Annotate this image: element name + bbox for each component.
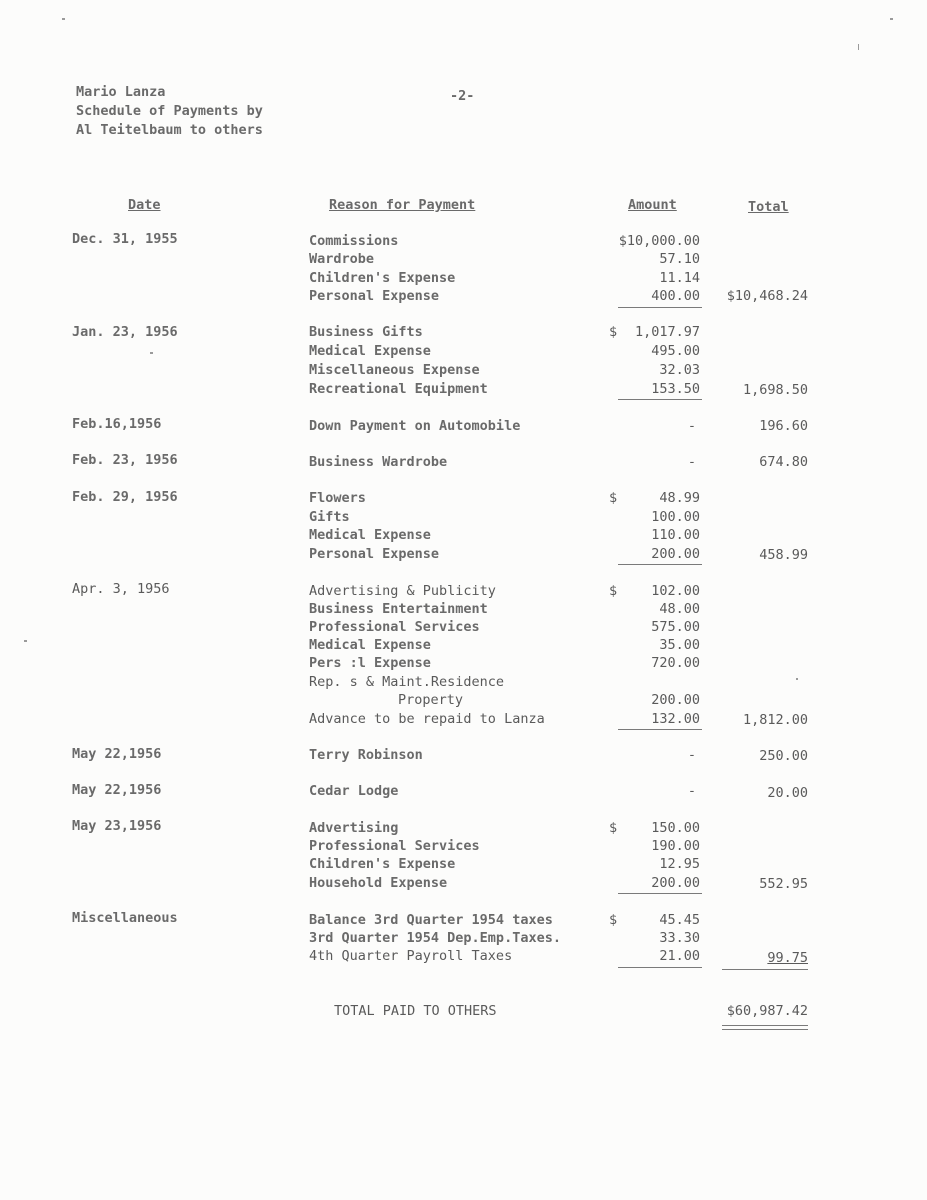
entry-amount: 45.45: [659, 912, 700, 928]
entry-total: 552.95: [759, 876, 808, 892]
entry-reason: Business Entertainment: [309, 601, 488, 617]
total-rule: [722, 969, 808, 970]
entry-amount: 190.00: [651, 838, 700, 854]
entry-amount: 57.10: [659, 251, 700, 267]
entry-reason: Medical Expense: [309, 343, 431, 359]
entry-total: 674.80: [759, 454, 808, 470]
entry-amount: 132.00: [651, 711, 700, 727]
entry-reason: Medical Expense: [309, 637, 431, 653]
entry-total: 20.00: [767, 785, 808, 801]
entry-reason: Commissions: [309, 233, 399, 249]
entry-amount: 100.00: [651, 509, 700, 525]
entry-reason: Rep. s & Maint.Residence: [309, 674, 505, 690]
entry-amount: -: [687, 747, 696, 763]
entry-reason: Advertising: [309, 820, 399, 836]
entry-amount: 102.00: [651, 583, 700, 599]
entry-amount: 495.00: [651, 343, 700, 359]
subtotal-rule: [618, 893, 702, 894]
entry-amount: 48.00: [659, 601, 700, 617]
entry-reason: Recreational Equipment: [309, 381, 488, 397]
entry-reason: Personal Expense: [309, 546, 440, 562]
entry-amount: 48.99: [659, 490, 700, 506]
entry-amount: $10,000.00: [618, 233, 700, 249]
column-header-date: Date: [128, 197, 161, 213]
entry-total: 458.99: [759, 547, 808, 563]
paper-speck: [24, 640, 27, 642]
entry-amount: 153.50: [651, 381, 700, 397]
entry-reason: Advertising & Publicity: [309, 583, 496, 599]
entry-reason: Personal Expense: [309, 288, 440, 304]
entry-amount: 200.00: [651, 546, 700, 562]
page-number: -2-: [450, 88, 475, 104]
entry-reason: Business Wardrobe: [309, 454, 448, 470]
entry-date: Feb. 29, 1956: [72, 489, 178, 505]
entry-reason: Children's Expense: [309, 856, 456, 872]
paper-speck: [150, 352, 153, 354]
entry-date: May 22,1956: [72, 782, 162, 798]
entry-reason: Advance to be repaid to Lanza: [309, 711, 545, 727]
entry-total: $10,468.24: [726, 288, 808, 304]
entry-date: Jan. 23, 1956: [72, 324, 178, 340]
entry-amount: 200.00: [651, 692, 700, 708]
entry-amount: 150.00: [651, 820, 700, 836]
entry-reason: 4th Quarter Payroll Taxes: [309, 948, 513, 964]
entry-date: Dec. 31, 1955: [72, 231, 178, 247]
entry-total: 250.00: [759, 748, 808, 764]
entry-amount: 110.00: [651, 527, 700, 543]
entry-amount: -: [687, 418, 696, 434]
header-schedule-subtitle: Al Teitelbaum to others: [76, 122, 263, 138]
dollar-sign: $: [609, 324, 618, 340]
entry-reason: Children's Expense: [309, 270, 456, 286]
header-schedule-title: Schedule of Payments by: [76, 103, 263, 119]
entry-amount: 200.00: [651, 875, 700, 891]
entry-reason-continued: Property: [398, 692, 464, 708]
entry-date: May 23,1956: [72, 818, 162, 834]
entry-reason: Flowers: [309, 490, 366, 506]
column-header-total: Total: [748, 199, 789, 215]
entry-date: Miscellaneous: [72, 910, 178, 926]
entry-amount: 400.00: [651, 288, 700, 304]
subtotal-rule: [618, 307, 702, 308]
entry-reason: Business Gifts: [309, 324, 423, 340]
entry-reason: Professional Services: [309, 619, 480, 635]
grand-total-double-rule-bottom: [722, 1029, 808, 1030]
dollar-sign: $: [609, 912, 618, 928]
entry-amount: 575.00: [651, 619, 700, 635]
entry-reason: 3rd Quarter 1954 Dep.Emp.Taxes.: [309, 930, 561, 946]
entry-date: Feb. 23, 1956: [72, 452, 178, 468]
entry-amount: -: [687, 783, 696, 799]
entry-date: May 22,1956: [72, 746, 162, 762]
dollar-sign: $: [609, 820, 618, 836]
column-header-reason: Reason for Payment: [329, 197, 476, 213]
entry-reason: Cedar Lodge: [309, 783, 399, 799]
entry-total: 1,812.00: [742, 712, 808, 728]
grand-total-value: $60,987.42: [726, 1003, 808, 1019]
subtotal-rule: [618, 729, 702, 730]
entry-total: 99.75: [767, 950, 808, 966]
entry-reason: Miscellaneous Expense: [309, 362, 480, 378]
entry-total: 196.60: [759, 418, 808, 434]
column-header-amount: Amount: [628, 197, 677, 213]
entry-amount: 1,017.97: [634, 324, 700, 340]
grand-total-double-rule-top: [722, 1025, 808, 1026]
entry-reason: Gifts: [309, 509, 350, 525]
subtotal-rule: [618, 399, 702, 400]
entry-reason: Terry Robinson: [309, 747, 423, 763]
entry-amount: 33.30: [659, 930, 700, 946]
paper-speck: [890, 18, 893, 20]
subtotal-rule: [618, 967, 702, 968]
entry-reason: Household Expense: [309, 875, 448, 891]
entry-date: Feb.16,1956: [72, 416, 162, 432]
entry-amount: 11.14: [659, 270, 700, 286]
entry-reason: Down Payment on Automobile: [309, 418, 521, 434]
entry-total: 1,698.50: [742, 382, 808, 398]
entry-date: Apr. 3, 1956: [72, 581, 170, 597]
entry-amount: 35.00: [659, 637, 700, 653]
entry-amount: 720.00: [651, 655, 700, 671]
entry-reason: Professional Services: [309, 838, 480, 854]
entry-amount: 21.00: [659, 948, 700, 964]
entry-amount: -: [687, 454, 696, 470]
header-name: Mario Lanza: [76, 84, 166, 100]
paper-speck: [796, 678, 798, 680]
entry-amount: 32.03: [659, 362, 700, 378]
paper-speck: [62, 18, 65, 20]
grand-total-label: TOTAL PAID TO OTHERS: [334, 1003, 497, 1019]
dollar-sign: $: [609, 583, 618, 599]
subtotal-rule: [618, 564, 702, 565]
entry-amount: 12.95: [659, 856, 700, 872]
paper-speck: [858, 44, 859, 50]
entry-reason: Wardrobe: [309, 251, 375, 267]
entry-reason: Balance 3rd Quarter 1954 taxes: [309, 912, 553, 928]
entry-reason: Pers :l Expense: [309, 655, 431, 671]
dollar-sign: $: [609, 490, 618, 506]
entry-reason: Medical Expense: [309, 527, 431, 543]
